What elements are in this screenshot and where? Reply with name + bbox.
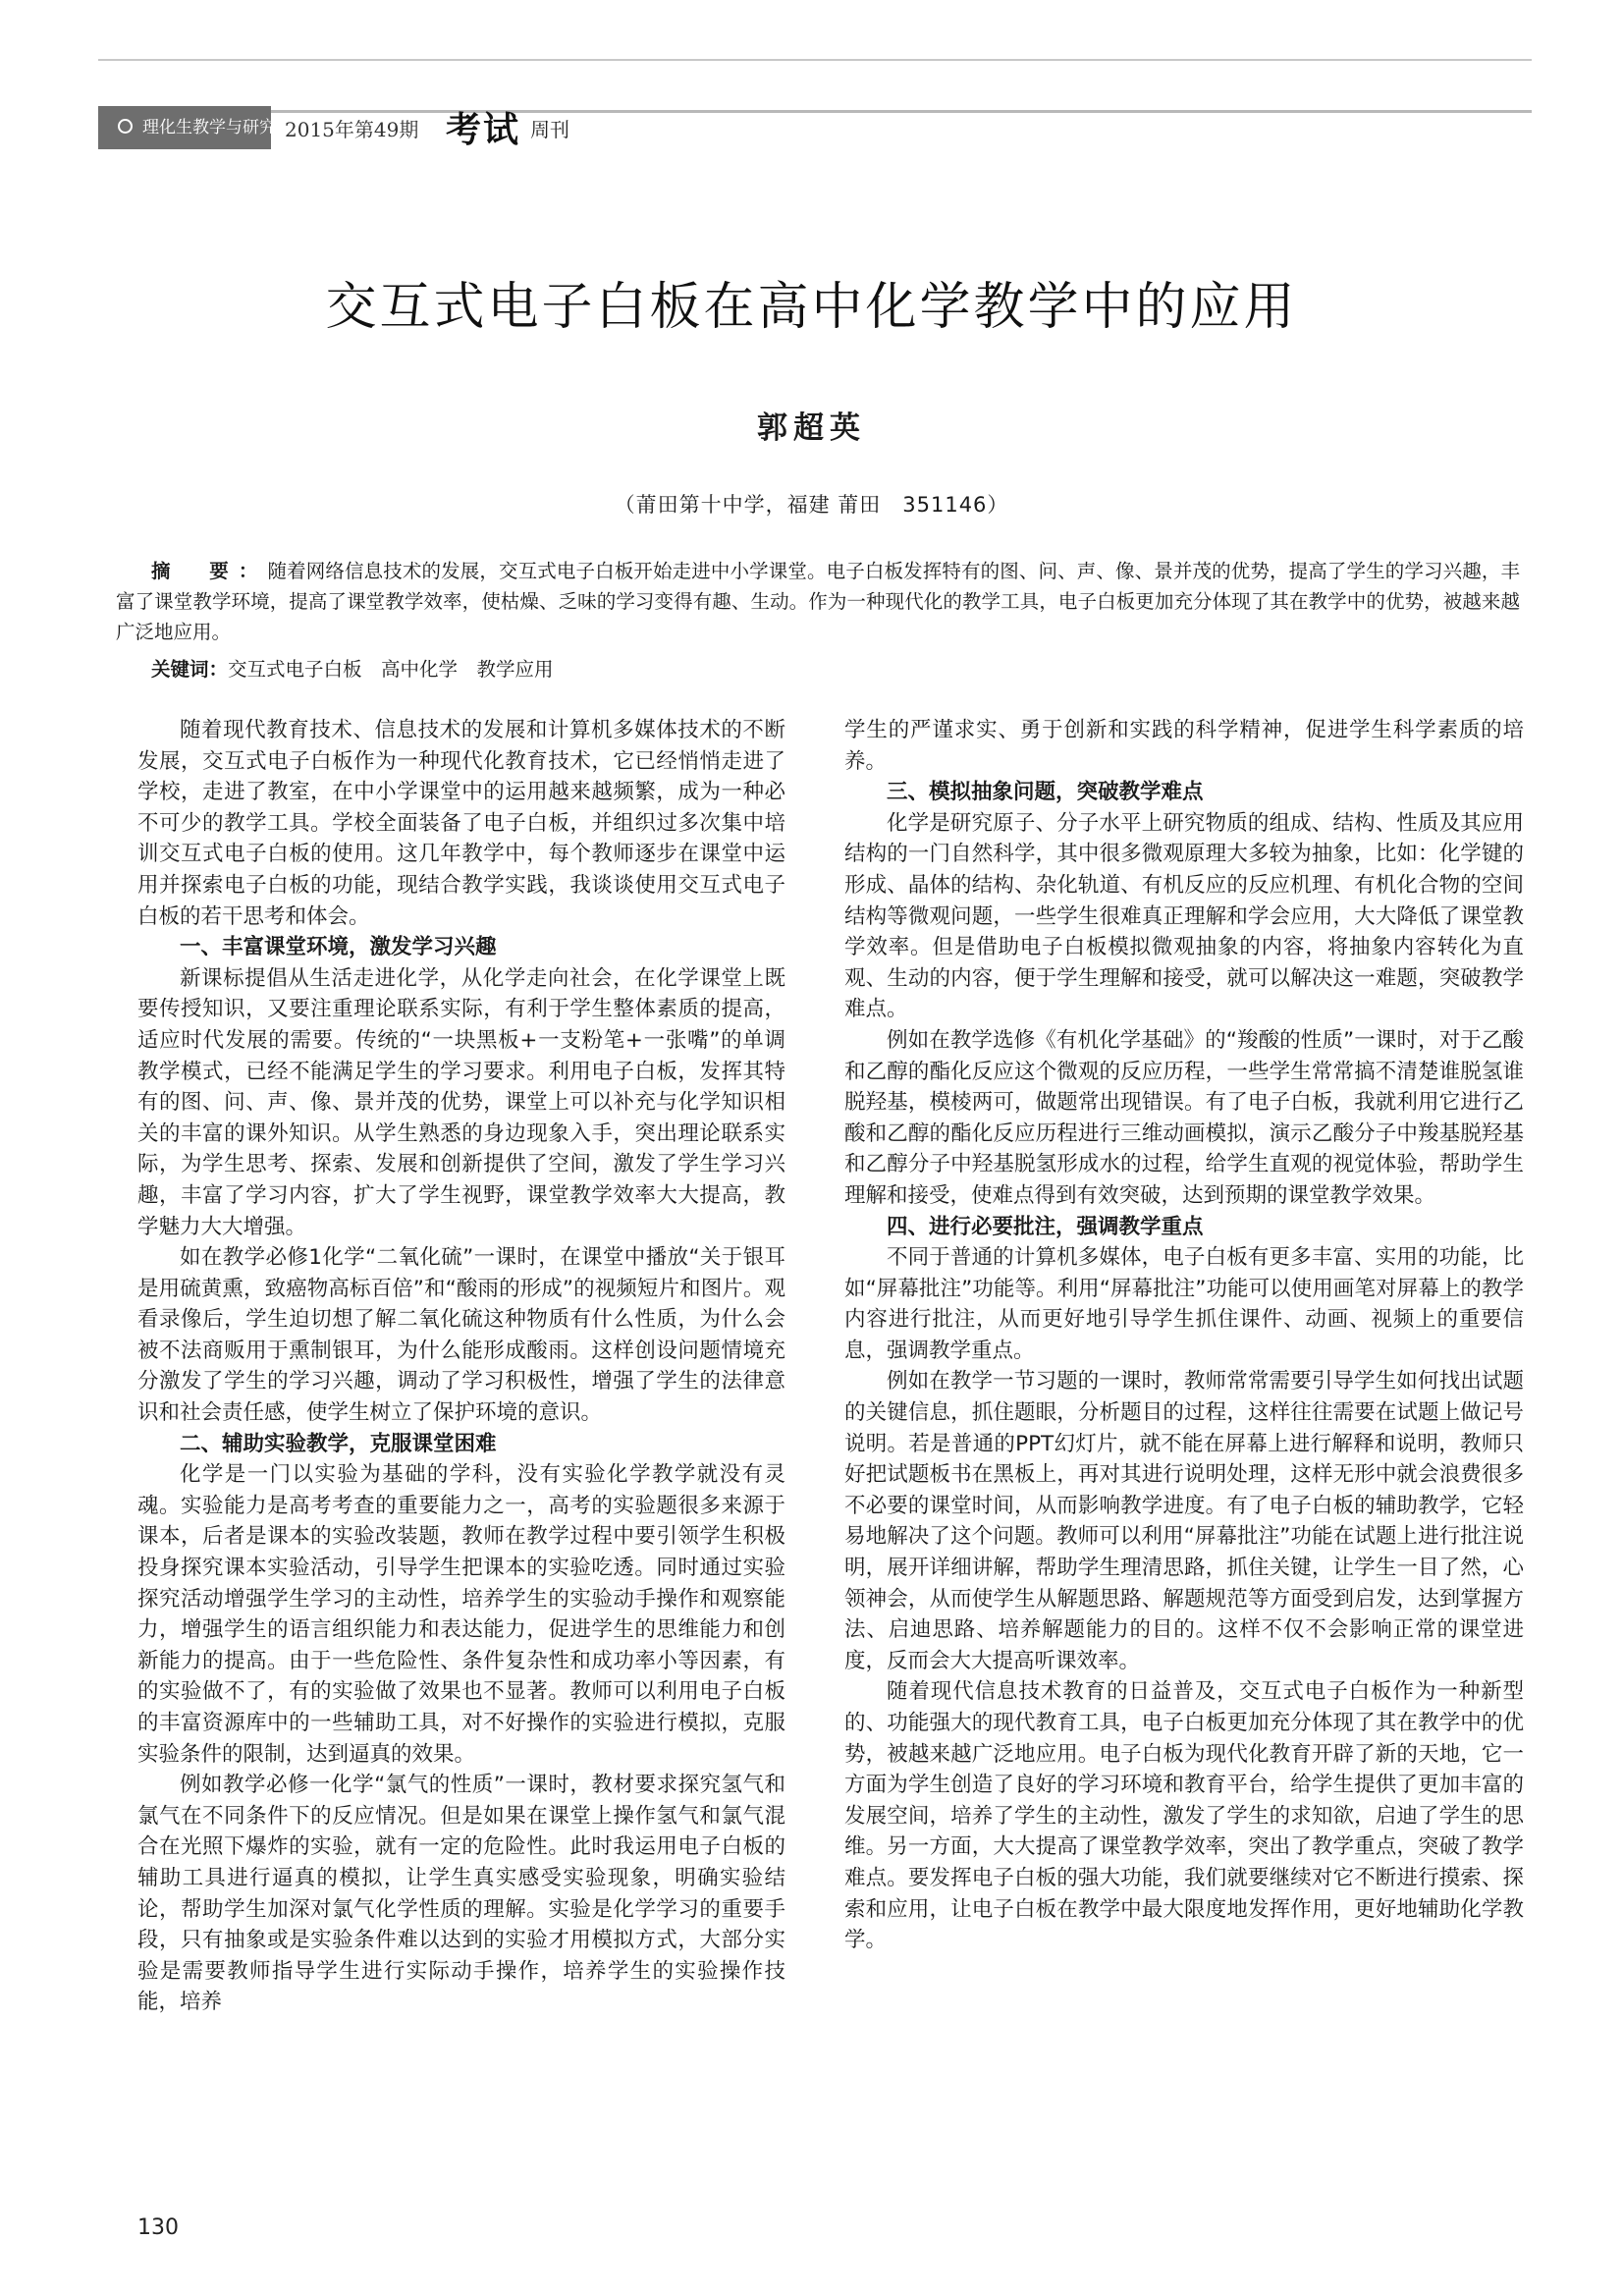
weekly-label: 周刊 — [530, 118, 569, 141]
author: 郭超英 — [757, 410, 866, 446]
section-badge — [98, 106, 276, 149]
paragraph: 如在教学必修1化学“二氧化硫”一课时，在课堂中播放“关于银耳是用硫黄熏，致癌物高标百倍”和“酸雨的形成”的视频短片和图片。观看录像后，学生迫切想了解二氧化硫这种物质有什么性质，为什么会被不法商贩用于熏制银耳，为什么能形成酸雨。这样创设问题情境充分激发了学生的学习兴趣，调动了学习积极性，增强了学生的法律意识和社会责任感，使学生树立了保护环境的意识。 — [137, 1245, 785, 1426]
header-rule — [98, 110, 1532, 113]
circle-icon — [118, 119, 133, 134]
paragraph: 化学是一门以实验为基础的学科，没有实验化学教学就没有灵魂。实验能力是高考考查的重要能力之一，高考的实验题很多来源于课本，后者是课本的实验改装题，教师在教学过程中要引领学生积极投身探究课本实验活动，引导学生把课本的实验吃透。同时通过实验探究活动增强学生学习的主动性，培养学生的实验动手操作和观察能力，增强学生的语言组织能力和表达能力，促进学生的思维能力和创新能力的提高。由于一些危险性、条件复杂性和成功率小等因素，有的实验做不了，有的实验做了效果也不显著。教师可以利用电子白板的丰富资源库中的一些辅助工具，对不好操作的实验进行模拟，克服实验条件的限制，达到逼真的效果。 — [137, 1462, 785, 1767]
section-badge-label: 理化生教学与研究 — [142, 118, 276, 137]
keywords-text: 交互式电子白板 高中化学 教学应用 — [228, 658, 554, 681]
paragraph: 新课标提倡从生活走进化学，从化学走向社会，在化学课堂上既要传授知识，又要注重理论联系实际，有利于学生整体素质的提高，适应时代发展的需要。传统的“一块黑板+一支粉笔+一张嘴”的单调教学模式，已经不能满足学生的学习要求。利用电子白板，发挥其特有的图、问、声、像、景并茂的优势，课堂上可以补充与化学知识相关的丰富的课外知识。从学生熟悉的身边现象入手，突出理论联系实际，为学生思考、探索、发展和创新提供了空间，激发了学生学习兴趣，丰富了学习内容，扩大了学生视野，课堂教学效率大大提高，教学魅力大大增强。 — [137, 965, 785, 1239]
keywords — [151, 654, 1506, 684]
abstract-label: 摘 要： — [151, 560, 268, 582]
keywords-label: 关键词： — [151, 658, 229, 681]
magazine-name: 考试 — [446, 110, 521, 150]
paragraph: 随着现代教育技术、信息技术的发展和计算机多媒体技术的不断发展，交互式电子白板作为一种现代化教育技术，它已经悄悄走进了学校，走进了教室，在中小学课堂中的运用越来越频繁，成为一种必不可少的教学工具。学校全面装备了电子白板，并组织过多次集中培训交互式电子白板的使用。这几年教学中，每个教师逐步在课堂中运用并探索电子白板的功能，现结合教学实践，我谈谈使用交互式电子白板的若干思考和体会。 — [137, 718, 785, 929]
abstract — [116, 556, 1520, 647]
section-heading: 三、模拟抽象问题，突破教学难点 — [887, 780, 1204, 805]
section-heading: 四、进行必要批注，强调教学重点 — [887, 1214, 1204, 1239]
paragraph: 例如在教学选修《有机化学基础》的“羧酸的性质”一课时，对于乙酸和乙醇的酯化反应这个微观的反应历程，一些学生常常搞不清楚谁脱氢谁脱羟基，模棱两可，做题常出现错误。有了电子白板，我就利用它进行乙酸和乙醇的酯化反应历程进行三维动画模拟，演示乙酸分子中羧基脱羟基和乙醇分子中羟基脱氢形成水的过程，给学生直观的视觉体验，帮助学生理解和接受，使难点得到有效突破，达到预期的课堂教学效果。 — [844, 1027, 1524, 1208]
paragraph: 不同于普通的计算机多媒体，电子白板有更多丰富、实用的功能，比如“屏幕批注”功能等。利用“屏幕批注”功能可以使用画笔对屏幕上的教学内容进行批注，从而更好地引导学生抓住课件、动画、视频上的重要信息，强调教学重点。 — [844, 1245, 1524, 1363]
paragraph: 随着现代信息技术教育的日益普及，交互式电子白板作为一种新型的、功能强大的现代教育工具，电子白板更加充分体现了其在教学中的优势，被越来越广泛地应用。电子白板为现代化教育开辟了新的天地，它一方面为学生创造了良好的学习环境和教育平台，给学生提供了更加丰富的发展空间，培养了学生的主动性，激发了学生的求知欲，启迪了学生的思维。另一方面，大大提高了课堂教学效率，突出了教学重点，突破了教学难点。要发挥电子白板的强大功能，我们就要继续对它不断进行摸索、探索和应用，让电子白板在教学中最大限度地发挥作用，更好地辅助化学教学。 — [844, 1679, 1524, 1953]
paragraph: 例如在教学一节习题的一课时，教师常常需要引导学生如何找出试题的关键信息，抓住题眼，分析题目的过程，这样往往需要在试题上做记号说明。若是普通的PPT幻灯片，就不能在屏幕上进行解释和说明，教师只好把试题板书在黑板上，再对其进行说明处理，这样无形中就会浪费很多不必要的课堂时间，从而影响教学进度。有了电子白板的辅助教学，它轻易地解决了这个问题。教师可以利用“屏幕批注”功能在试题上进行批注说明，展开详细讲解，帮助学生理清思路，抓住关键，让学生一目了然，心领神会，从而使学生从解题思路、解题规范等方面受到启发，达到掌握方法、启迪思路、培养解题能力的目的。这样不仅不会影响正常的课堂进度，反而会大大提高听课效率。 — [844, 1369, 1524, 1673]
right-column — [844, 715, 1524, 1956]
abstract-text: 随着网络信息技术的发展，交互式电子白板开始走进中小学课堂。电子白板发挥特有的图、问、声、像、景并茂的优势，提高了学生的学习兴趣，丰富了课堂教学环境，提高了课堂教学效率，使枯燥、乏味的学习变得有趣、生动。作为一种现代化的教学工具，电子白板更加充分体现了其在教学中的优势，被越来越广泛地应用。 — [116, 560, 1520, 643]
article-title: 交互式电子白板在高中化学教学中的应用 — [325, 278, 1298, 337]
section-heading: 一、丰富课堂环境，激发学习兴趣 — [180, 935, 497, 960]
issue-label: 2015年第49期 — [285, 118, 419, 141]
paragraph: 化学是研究原子、分子水平上研究物质的组成、结构、性质及其应用结构的一门自然科学，其中很多微观原理大多较为抽象，比如：化学键的形成、晶体的结构、杂化轨道、有机反应的反应机理、有机化合物的空间结构等微观问题，一些学生很难真正理解和学会应用，大大降低了课堂教学效率。但是借助电子白板模拟微观抽象的内容，将抽象内容转化为直观、生动的内容，便于学生理解和接受，就可以解决这一难题，突破教学难点。 — [844, 810, 1524, 1022]
section-heading: 二、辅助实验教学，克服课堂困难 — [180, 1431, 497, 1456]
top-rule — [98, 59, 1532, 61]
left-column — [137, 715, 785, 2018]
paragraph: 例如教学必修一化学“氯气的性质”一课时，教材要求探究氢气和氯气在不同条件下的反应情况。但是如果在课堂上操作氢气和氯气混合在光照下爆炸的实验，就有一定的危险性。此时我运用电子白板的辅助工具进行逼真的模拟，让学生真实感受实验现象，明确实验结论，帮助学生加深对氯气化学性质的理解。实验是化学学习的重要手段，只有抽象或是实验条件难以达到的实验才用模拟方式，大部分实验是需要教师指导学生进行实际动手操作，培养学生的实验操作技能，培养 — [137, 1773, 785, 2015]
paragraph: 学生的严谨求实、勇于创新和实践的科学精神，促进学生科学素质的培养。 — [844, 718, 1524, 774]
page-number: 130 — [137, 2215, 179, 2240]
affiliation: （莆田第十中学，福建 莆田 351146） — [614, 493, 1009, 517]
